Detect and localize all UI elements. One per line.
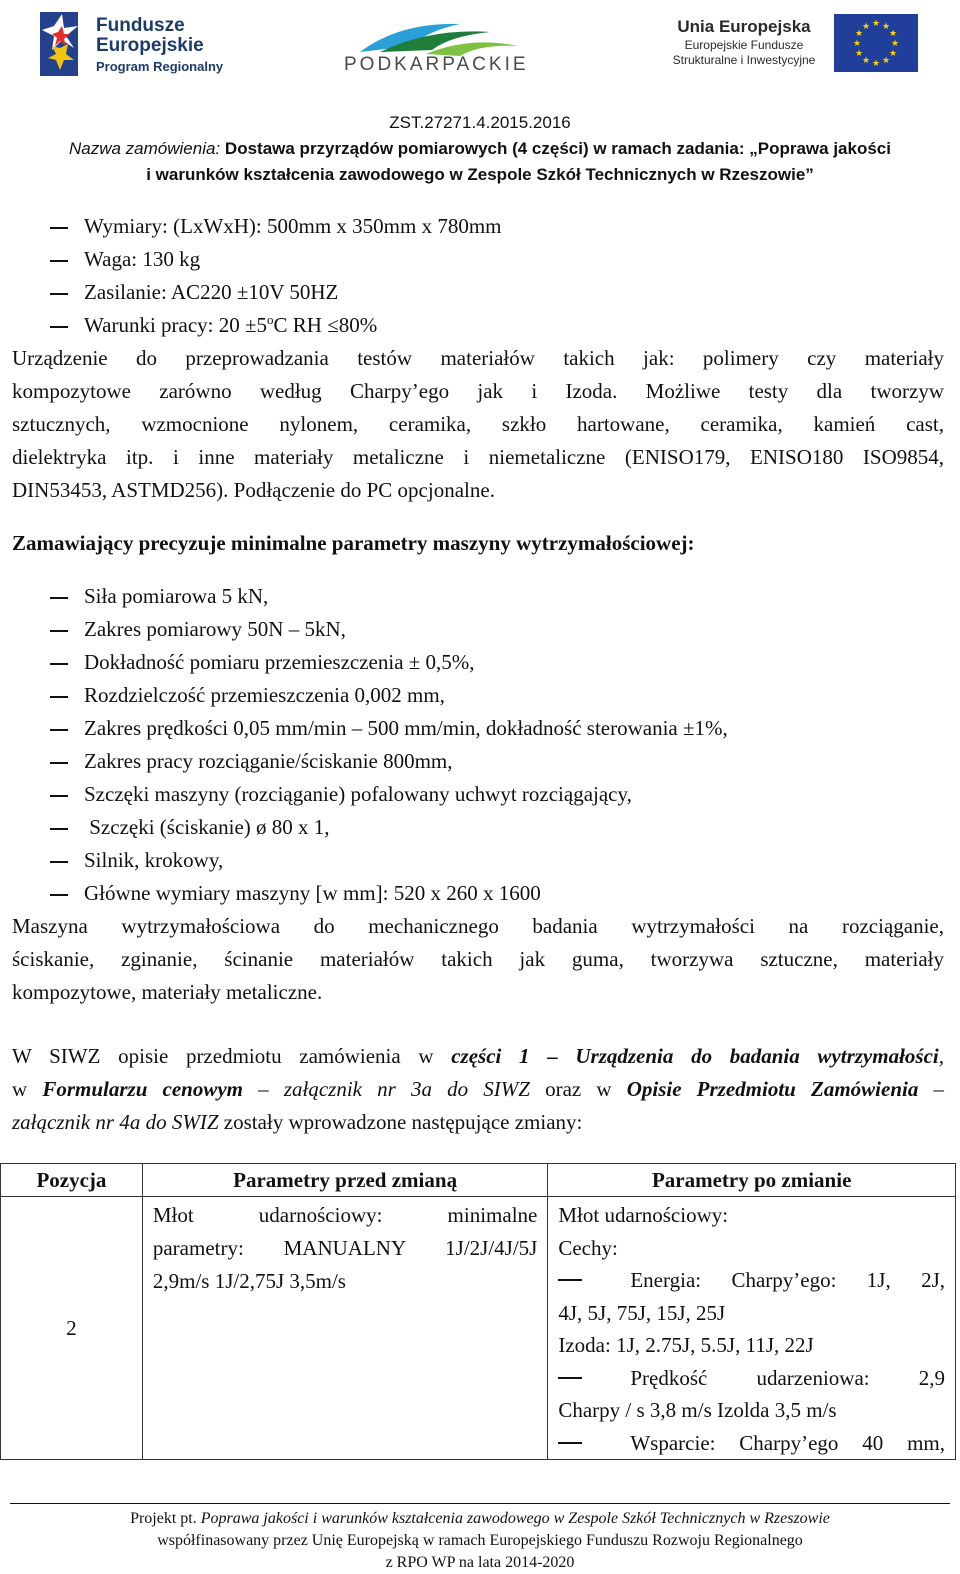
- section-heading: Zamawiający precyzuje minimalne parametry maszyny wytrzymałościowej:: [12, 531, 695, 555]
- list-item: Szczęki maszyny (rozciąganie) pofalowany uchwyt rozciągający,: [84, 782, 632, 806]
- text-run: w: [12, 1077, 43, 1101]
- paragraph-line: Maszyna wytrzymałościowa do mechanicznego badania wytrzymałości na rozciąganie,: [12, 914, 944, 938]
- svg-text:★: ★: [852, 39, 862, 49]
- table-cell-before: [142, 1197, 548, 1460]
- cell-line: parametry: MANUALNY 1J/2J/4J/5J: [152, 1236, 538, 1260]
- logo-text: Strukturalne i Inwestycyjne: [672, 53, 816, 67]
- paragraph-line: kompozytowe zarówno według Charpy’ego jak i Izoda. Możliwe testy dla tworzyw: [12, 379, 944, 403]
- cell-line: [558, 1427, 945, 1460]
- order-name-line1: [0, 136, 960, 162]
- footer-text: Projekt pt.: [130, 1510, 201, 1527]
- list-item: Szczęki (ściskanie) ø 80 x 1,: [84, 815, 330, 839]
- list-dash: [50, 663, 68, 665]
- list-item: Wymiary: (LxWxH): 500mm x 350mm x 780mm: [84, 214, 502, 238]
- text-run: W SIWZ opisie przedmiotu zamówienia w: [12, 1044, 452, 1068]
- svg-text:★: ★: [871, 19, 881, 29]
- fundusze-europejskie-logo: [40, 6, 230, 82]
- logo-text: PODKARPACKIE: [344, 54, 529, 75]
- paragraph-line: kompozytowe, materiały metaliczne.: [12, 980, 323, 1004]
- paragraph-line: [12, 1044, 944, 1069]
- logo-text: Europejskie Fundusze: [684, 38, 804, 52]
- logo-text: Unia Europejska: [677, 17, 811, 36]
- podkarpackie-mountain-icon: [340, 18, 530, 58]
- paragraph-line: sztucznych, wzmocnione nylonem, ceramika, szkło hartowane, ceramika, kamień cast,: [12, 412, 944, 436]
- svg-text:★: ★: [881, 56, 891, 66]
- list-dash: [50, 894, 68, 896]
- text-run: załącznik nr 4a do SWIZ: [12, 1110, 219, 1134]
- footer-line: współfinasowany przez Unię Europejską w ramach Europejskiego Funduszu Rozwoju Regionalnego: [157, 1532, 803, 1549]
- footer-line: z RPO WP na lata 2014-2020: [385, 1554, 575, 1571]
- list-item: Rozdzielczość przemieszczenia 0,002 mm,: [84, 683, 445, 707]
- table-row: [1, 1197, 956, 1460]
- paragraph-line: ściskanie, zginanie, ścinanie materiałów takich jak guma, tworzywa sztuczne, materiały: [12, 947, 944, 971]
- svg-text:★: ★: [890, 39, 900, 49]
- list-item: Zasilanie: AC220 ±10V 50HZ: [84, 280, 339, 304]
- paragraph-line: [12, 1110, 582, 1135]
- svg-text:★: ★: [888, 49, 898, 59]
- paragraph-line: Urządzenie do przeprowadzania testów materiałów takich jak: polimery czy materiały: [12, 346, 944, 370]
- text-run: części 1 – Urządzenia do badania wytrzymałości: [451, 1044, 939, 1068]
- text-run: oraz w: [529, 1077, 627, 1101]
- document-header: [0, 110, 960, 188]
- list-dash: [50, 696, 68, 698]
- list-item: Główne wymiary maszyny [w mm]: 520 x 260 x 1600: [84, 881, 541, 905]
- list-dash: [50, 260, 68, 262]
- page-footer: [0, 1508, 960, 1574]
- footer-divider: [10, 1503, 950, 1504]
- table-header-cell: Pozycja: [1, 1164, 143, 1197]
- list-item: Waga: 130 kg: [84, 247, 201, 271]
- list-dash: [50, 630, 68, 632]
- svg-text:★: ★: [871, 59, 881, 69]
- table-cell-position: 2: [1, 1197, 143, 1460]
- list-dash: [50, 597, 68, 599]
- eu-flag-icon: [834, 14, 918, 72]
- list-item: Zakres pracy rozciąganie/ściskanie 800mm,: [84, 749, 453, 773]
- cell-line: Charpy / s 3,8 m/s Izolda 3,5 m/s: [558, 1398, 837, 1422]
- list-item: Siła pomiarowa 5 kN,: [84, 584, 269, 608]
- list-item: Silnik, krokowy,: [84, 848, 224, 872]
- text-run: zostały wprowadzone następujące zmiany:: [218, 1110, 583, 1134]
- list-dash: [50, 828, 68, 830]
- cell-text: Prędkość udarzeniowa: 2,9: [630, 1365, 945, 1390]
- paragraph-line: [12, 1077, 944, 1102]
- svg-text:★: ★: [861, 22, 871, 32]
- logo-text: Program Regionalny: [96, 59, 224, 74]
- reference-number: ZST.27271.4.2015.2016: [389, 113, 571, 132]
- cell-line: Młot udarnościowy:: [558, 1203, 729, 1227]
- list-dash: [50, 326, 68, 328]
- degree-sup: o: [267, 312, 274, 327]
- cell-line: Młot udarnościowy: minimalne: [152, 1203, 538, 1227]
- list-dash: [50, 227, 68, 229]
- svg-text:★: ★: [854, 49, 864, 59]
- paragraph-line: DIN53453, ASTMD256). Podłączenie do PC opcjonalne.: [12, 478, 495, 502]
- list-item: Zakres pomiarowy 50N – 5kN,: [84, 617, 346, 641]
- order-name-title: Dostawa przyrządów pomiarowych (4 części) w ramach zadania: „Poprawa jakości: [224, 139, 891, 158]
- list-dash: [558, 1279, 582, 1281]
- paragraph-line: dielektryka itp. i inne materiały metaliczne i niemetaliczne (ENISO179, ENISO180 ISO9854,: [12, 445, 944, 469]
- list-dash: [50, 861, 68, 863]
- table-cell-after: [548, 1197, 956, 1460]
- list-dash: [50, 795, 68, 797]
- cell-text: Energia: Charpy’ego: 1J, 2J,: [630, 1268, 945, 1292]
- table-header-cell: Parametry po zmianie: [548, 1164, 956, 1197]
- text-run: – załącznik nr 3a do SIWZ: [243, 1077, 530, 1101]
- logo-text: Europejskie: [96, 35, 204, 56]
- changes-table: [0, 1163, 956, 1460]
- text-run: Opisie Przedmiotu Zamówienia: [626, 1077, 919, 1101]
- list-item: Zakres prędkości 0,05 mm/min – 500 mm/min, dokładność sterowania ±1%,: [84, 716, 728, 740]
- svg-text:★: ★: [881, 22, 891, 32]
- cell-line: 4J, 5J, 75J, 15J, 25J: [558, 1300, 726, 1325]
- warunki-text: C RH ≤80%: [273, 313, 378, 337]
- table-header-cell: Parametry przed zmianą: [142, 1164, 548, 1197]
- cell-text: Wsparcie: Charpy’ego 40 mm,: [630, 1430, 945, 1455]
- svg-text:★: ★: [888, 29, 898, 39]
- cell-line: 2,9m/s 1J/2,75J 3,5m/s: [152, 1269, 346, 1293]
- text-run: Formularzu cenowym: [42, 1077, 244, 1101]
- list-dash: [50, 762, 68, 764]
- logo-bar: [0, 0, 960, 96]
- fundusze-star-icon: [40, 6, 90, 78]
- cell-line: [558, 1264, 945, 1297]
- footer-line: [0, 1508, 960, 1530]
- podkarpackie-logo: [340, 18, 530, 78]
- order-name-line2: i warunków kształcenia zawodowego w Zespole Szkół Technicznych w Rzeszowie”: [146, 165, 814, 184]
- table-header-row: [1, 1164, 956, 1197]
- list-dash: [50, 293, 68, 295]
- text-run: ,: [938, 1044, 944, 1068]
- svg-text:★: ★: [861, 56, 871, 66]
- cell-line: Cechy:: [558, 1235, 618, 1260]
- list-item: [84, 313, 377, 338]
- list-dash: [50, 729, 68, 731]
- cell-line: [558, 1362, 945, 1395]
- list-dash: [558, 1442, 582, 1444]
- logo-text: Fundusze: [96, 15, 185, 36]
- footer-text: Poprawa jakości i warunków kształcenia zawodowego w Zespole Szkół Technicznych w Rzeszowie: [200, 1510, 830, 1527]
- warunki-text: Warunki pracy: 20 ±5: [84, 313, 268, 337]
- order-name-label: Nazwa zamówienia:: [69, 139, 221, 158]
- list-item: Dokładność pomiaru przemieszczenia ± 0,5%,: [84, 650, 475, 674]
- cell-line: Izoda: 1J, 2.75J, 5.5J, 11J, 22J: [558, 1333, 814, 1357]
- eu-logo: [656, 14, 918, 78]
- text-run: –: [918, 1077, 944, 1101]
- svg-text:★: ★: [854, 29, 864, 39]
- list-dash: [558, 1377, 582, 1379]
